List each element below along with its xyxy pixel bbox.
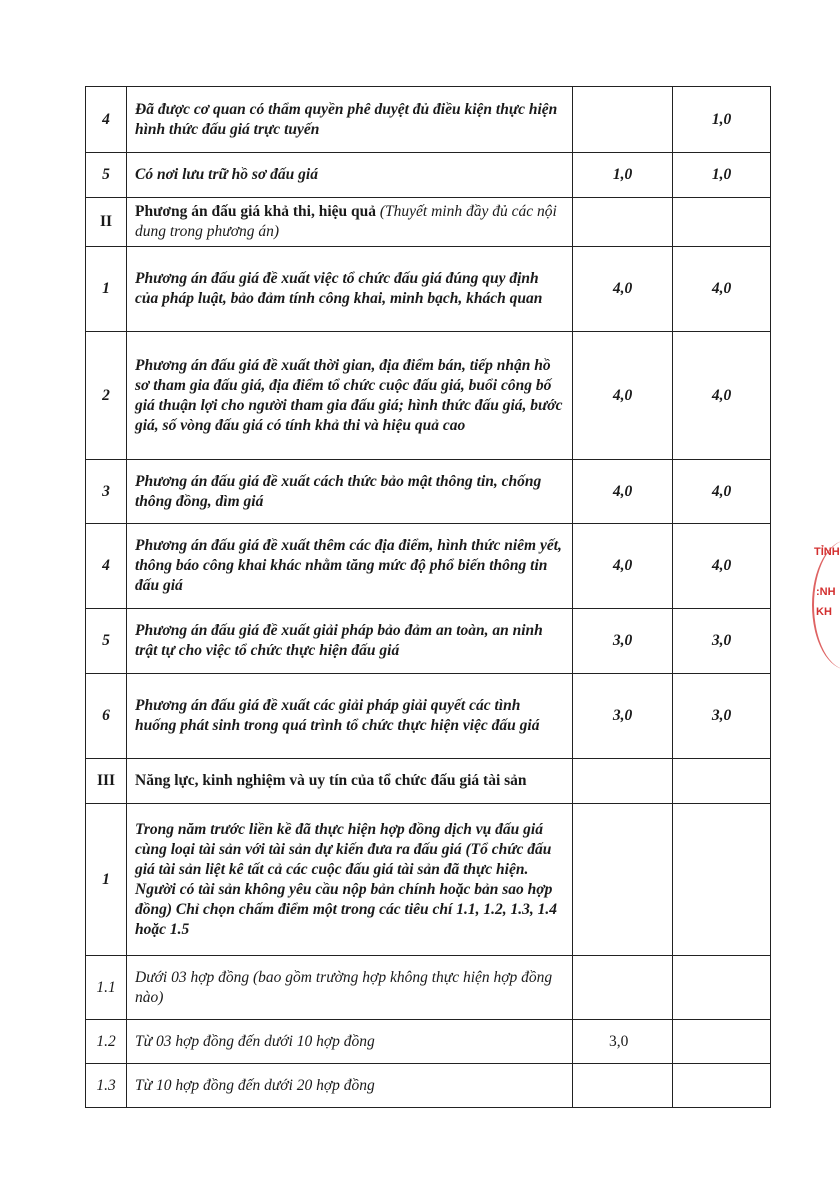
- max-score: 3,0: [573, 609, 673, 674]
- awarded-score: 1,0: [673, 87, 771, 153]
- table-row: [86, 332, 771, 460]
- criterion-text: Trong năm trước liền kề đã thực hiện hợp đồng dịch vụ đấu giá cùng loại tài sản với tài sản dự kiến đưa ra đấu giá (Tổ chức đấu giá tài sản liệt kê tất cả các cuộc đấu giá tài sản đã thực hiện. Người có tài sản không yêu cầu nộp bản chính hoặc bản sao hợp đồng) Chỉ chọn chấm điểm một trong các tiêu chí 1.1, 1.2, 1.3, 1.4 hoặc 1.5: [127, 804, 573, 956]
- max-score: 4,0: [573, 460, 673, 524]
- max-score: 4,0: [573, 247, 673, 332]
- criterion-text: [127, 1064, 573, 1108]
- awarded-score: 3,0: [673, 609, 771, 674]
- table-row: [86, 1064, 771, 1108]
- table-row: [86, 674, 771, 759]
- max-score: [573, 87, 673, 153]
- row-number: 1.1: [86, 956, 127, 1020]
- max-score: 1,0: [573, 153, 673, 198]
- awarded-score: 1,0: [673, 153, 771, 198]
- max-score: [573, 804, 673, 956]
- red-seal-stamp: [808, 540, 840, 680]
- section-number: II: [86, 198, 127, 247]
- table-row: [86, 804, 771, 956]
- criterion-text-italic: Từ 10 hợp đồng đến dưới 20 hợp đồng: [135, 1076, 375, 1094]
- row-number: 4: [86, 524, 127, 609]
- max-score: [573, 198, 673, 247]
- section-title: [127, 759, 573, 804]
- seal-text: :NH: [816, 586, 836, 598]
- table-row: [86, 1020, 771, 1064]
- section-row: [86, 198, 771, 247]
- awarded-score: [673, 759, 771, 804]
- table-row: [86, 87, 771, 153]
- max-score: 4,0: [573, 524, 673, 609]
- awarded-score: [673, 1020, 771, 1064]
- section-note: (Thuyết minh đầy đủ các nội dung trong phương án): [135, 203, 557, 240]
- awarded-score: [673, 1064, 771, 1108]
- criterion-text-italic: Dưới 03 hợp đồng (bao gồm trường hợp không thực hiện hợp đồng nào): [135, 968, 553, 1006]
- section-row: [86, 759, 771, 804]
- max-score: 3,0: [573, 1020, 673, 1064]
- table-row: [86, 153, 771, 198]
- awarded-score: 4,0: [673, 332, 771, 460]
- criterion-text: [127, 1020, 573, 1064]
- awarded-score: [673, 956, 771, 1020]
- row-number: 4: [86, 87, 127, 153]
- section-title-text: Phương án đấu giá khả thi, hiệu quả: [135, 203, 377, 220]
- criterion-text: Phương án đấu giá đề xuất các giải pháp giải quyết các tình huống phát sinh trong quá trình tổ chức thực hiện việc đấu giá: [127, 674, 573, 759]
- table-row: [86, 609, 771, 674]
- section-number: III: [86, 759, 127, 804]
- max-score: [573, 759, 673, 804]
- awarded-score: [673, 804, 771, 956]
- criterion-text: Phương án đấu giá đề xuất thời gian, địa điểm bán, tiếp nhận hồ sơ tham gia đấu giá, địa điểm tổ chức cuộc đấu giá, buổi công bố giá thuận lợi cho người tham gia đấu giá; hình thức đấu giá, bước giá, số vòng đấu giá có tính khả thi và hiệu quả cao: [127, 332, 573, 460]
- row-number: 1.3: [86, 1064, 127, 1108]
- awarded-score: 3,0: [673, 674, 771, 759]
- criterion-text: [127, 956, 573, 1020]
- section-title-text: Năng lực, kinh nghiệm và uy tín của tổ chức đấu giá tài sản: [135, 772, 527, 789]
- row-number: 1: [86, 804, 127, 956]
- criterion-text: Phương án đấu giá đề xuất giải pháp bảo đảm an toàn, an ninh trật tự cho việc tổ chức thực hiện đấu giá: [127, 609, 573, 674]
- row-number: 3: [86, 460, 127, 524]
- scoring-table: [85, 86, 771, 1108]
- table-row: [86, 956, 771, 1020]
- criterion-text: Phương án đấu giá đề xuất thêm các địa điểm, hình thức niêm yết, thông báo công khai khác nhằm tăng mức độ phổ biến thông tin đấu giá: [127, 524, 573, 609]
- max-score: 3,0: [573, 674, 673, 759]
- row-number: 5: [86, 153, 127, 198]
- table-row: [86, 524, 771, 609]
- max-score: 4,0: [573, 332, 673, 460]
- seal-text: TỈNH: [814, 546, 840, 558]
- awarded-score: [673, 198, 771, 247]
- max-score: [573, 1064, 673, 1108]
- criterion-text: Có nơi lưu trữ hồ sơ đấu giá: [127, 153, 573, 198]
- row-number: 5: [86, 609, 127, 674]
- awarded-score: 4,0: [673, 247, 771, 332]
- criterion-text: Phương án đấu giá đề xuất việc tổ chức đấu giá đúng quy định của pháp luật, bảo đảm tính công khai, minh bạch, khách quan: [127, 247, 573, 332]
- seal-text: KH: [816, 606, 832, 618]
- criterion-text: Phương án đấu giá đề xuất cách thức bảo mật thông tin, chống thông đồng, dìm giá: [127, 460, 573, 524]
- row-number: 1: [86, 247, 127, 332]
- seal-outline: [812, 540, 840, 670]
- awarded-score: 4,0: [673, 460, 771, 524]
- max-score: [573, 956, 673, 1020]
- row-number: 1.2: [86, 1020, 127, 1064]
- table-row: [86, 460, 771, 524]
- table-row: [86, 247, 771, 332]
- awarded-score: 4,0: [673, 524, 771, 609]
- section-title: [127, 198, 573, 247]
- criterion-text: Đã được cơ quan có thẩm quyền phê duyệt đủ điều kiện thực hiện hình thức đấu giá trực tuyến: [127, 87, 573, 153]
- row-number: 6: [86, 674, 127, 759]
- row-number: 2: [86, 332, 127, 460]
- criterion-text-italic: Từ 03 hợp đồng đến dưới 10 hợp đồng: [135, 1032, 375, 1050]
